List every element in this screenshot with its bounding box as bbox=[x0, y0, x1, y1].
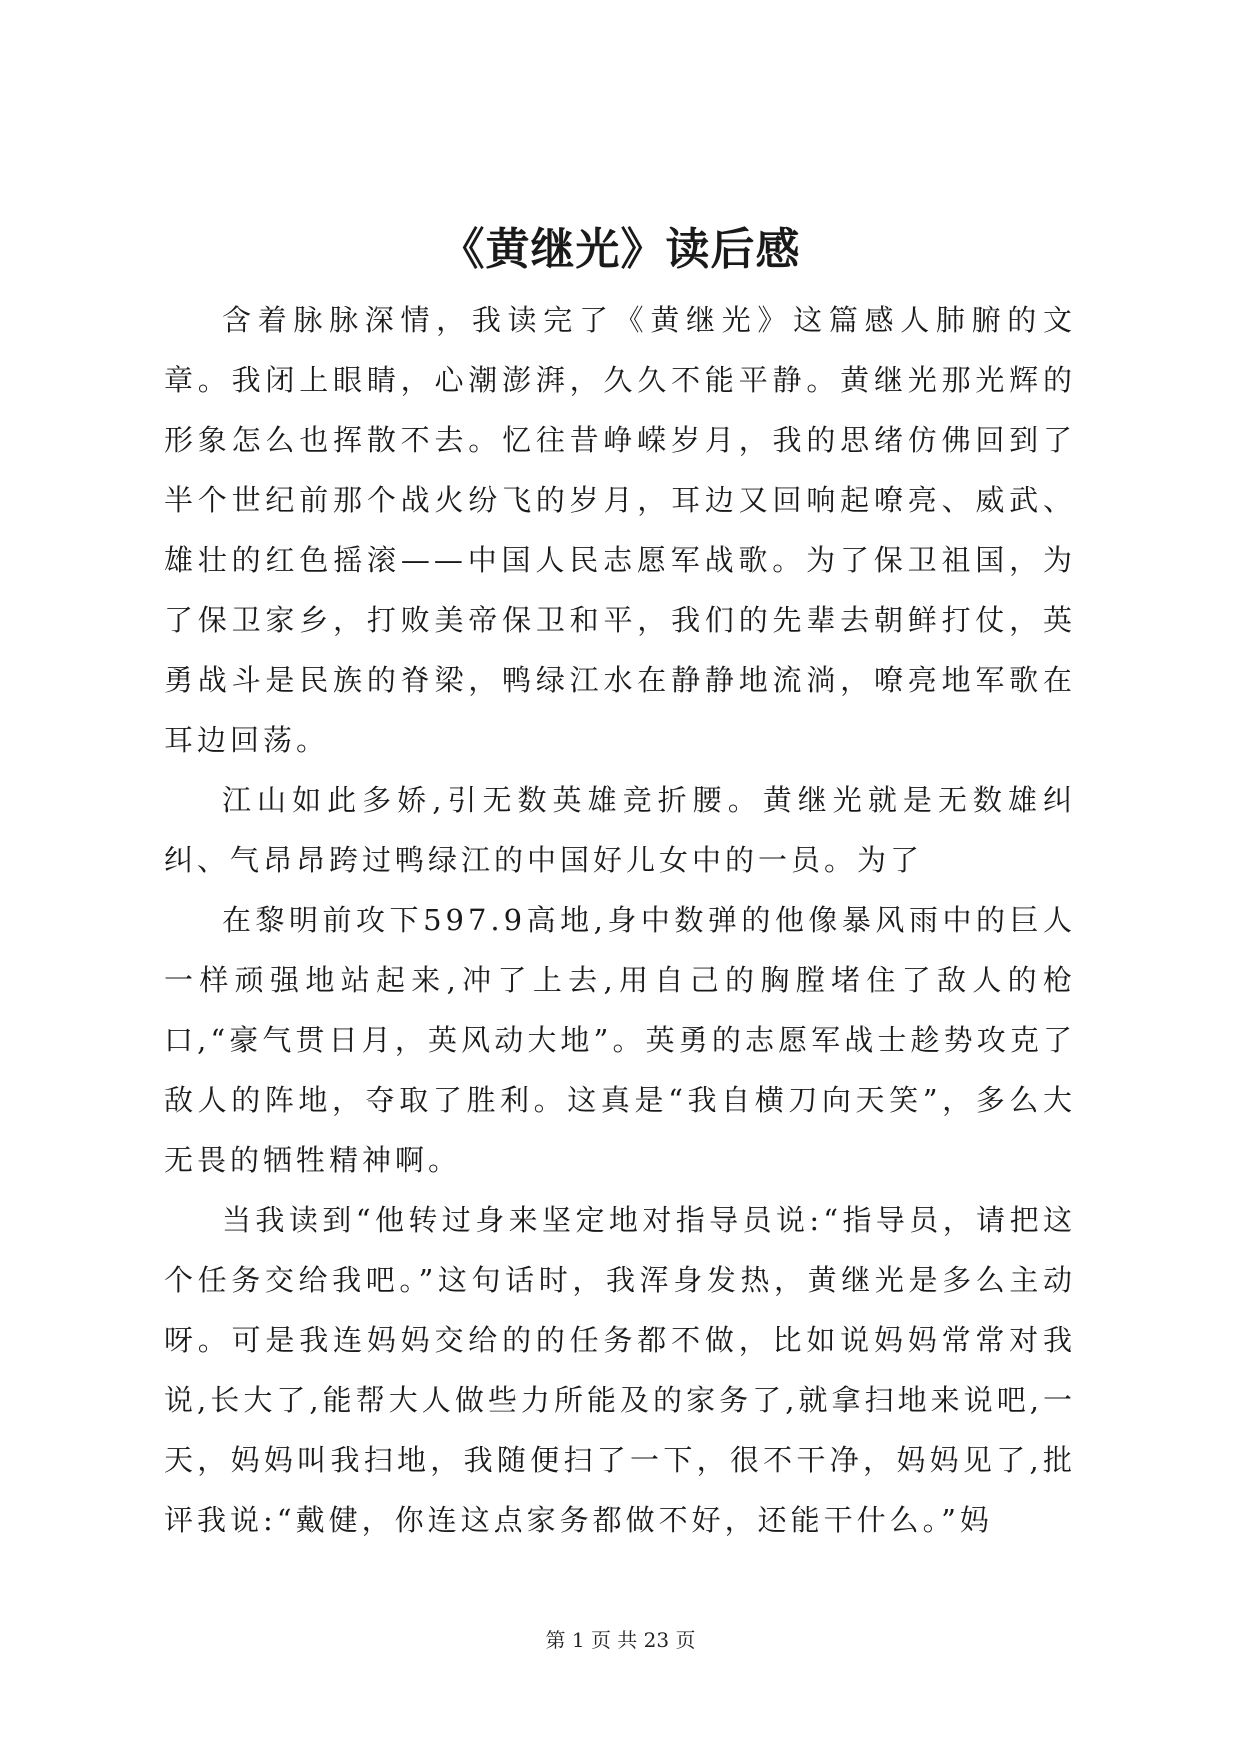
page-number-label: 第 1 页 共 23 页 bbox=[545, 1628, 696, 1652]
page-footer bbox=[0, 1626, 1241, 1654]
paragraph-1: 含着脉脉深情，我读完了《黄继光》这篇感人肺腑的文章。我闭上眼睛，心潮澎湃，久久不能平静。黄继光那光辉的形象怎么也挥散不去。忆往昔峥嵘岁月，我的思绪仿佛回到了半个世纪前那个战火纷飞的岁月，耳边又回响起嘹亮、威武、雄壮的红色摇滚——中国人民志愿军战歌。为了保卫祖国，为了保卫家乡，打败美帝保卫和平，我们的先辈去朝鲜打仗，英勇战斗是民族的脊梁，鸭绿江水在静静地流淌，嘹亮地军歌在耳边回荡。 bbox=[164, 303, 1076, 757]
document-body bbox=[164, 290, 1076, 1550]
paragraph-2: 江山如此多娇,引无数英雄竞折腰。黄继光就是无数雄纠纠、气昂昂跨过鸭绿江的中国好儿女中的一员。为了 bbox=[164, 783, 1076, 877]
paragraph-3: 在黎明前攻下597.9高地,身中数弹的他像暴风雨中的巨人一样顽强地站起来,冲了上去,用自己的胸膛堵住了敌人的枪口,“豪气贯日月，英风动大地”。英勇的志愿军战士趁势攻克了敌人的阵地，夺取了胜利。这真是“我自横刀向天笑”，多么大无畏的牺牲精神啊。 bbox=[164, 903, 1076, 1177]
paragraph-4: 当我读到“他转过身来坚定地对指导员说:“指导员，请把这个任务交给我吧。”这句话时，我浑身发热，黄继光是多么主动呀。可是我连妈妈交给的的任务都不做，比如说妈妈常常对我说,长大了,能帮大人做些力所能及的家务了,就拿扫地来说吧,一天，妈妈叫我扫地，我随便扫了一下，很不干净，妈妈见了,批评我说:“戴健，你连这点家务都做不好，还能干什么。”妈 bbox=[164, 1203, 1076, 1537]
document-title: 《黄继光》读后感 bbox=[440, 224, 801, 275]
